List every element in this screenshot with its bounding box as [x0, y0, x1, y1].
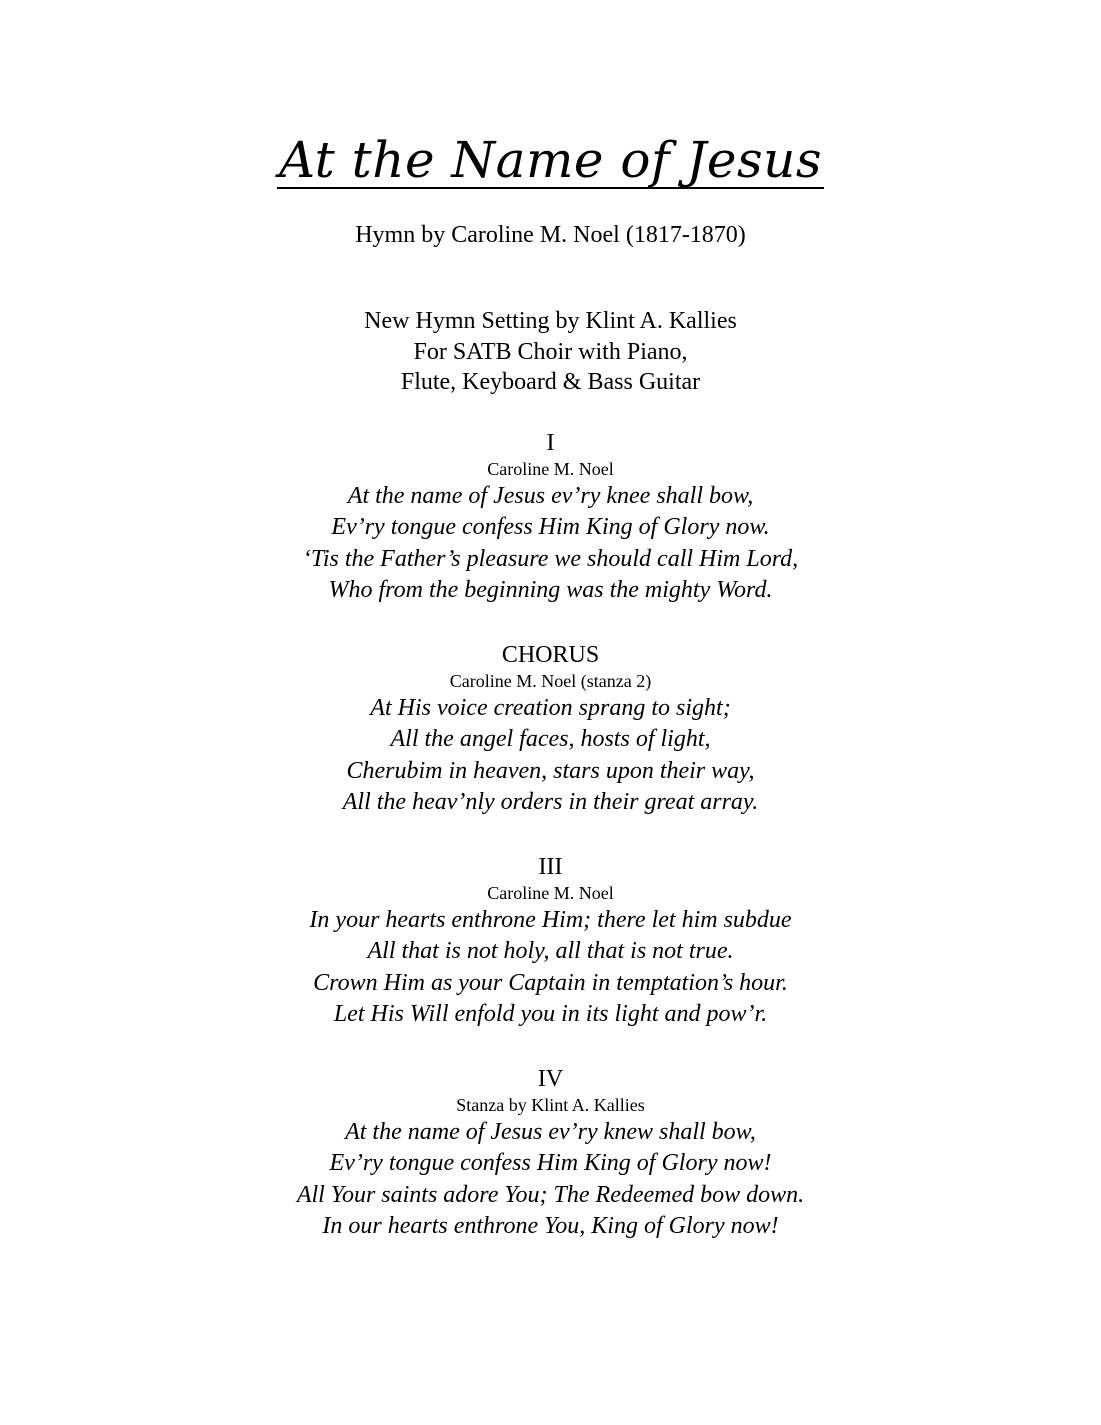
document-title-block — [0, 128, 1101, 192]
stanza-heading: III — [538, 854, 563, 880]
stanza-3 — [0, 853, 1101, 1030]
stanza-heading: I — [546, 430, 555, 456]
stanza-source: Caroline M. Noel (stanza 2) — [449, 671, 652, 691]
lyric-line: At the name of Jesus ev’ry knew shall bow, — [345, 1119, 756, 1145]
lyric-line: Who from the beginning was the mighty Word. — [328, 576, 773, 603]
lyric-line: Let His Will enfold you in its light and pow’r. — [333, 1000, 768, 1027]
lyric-line: Crown Him as your Captain in temptation’s hour. — [313, 969, 788, 996]
stanza-chorus — [0, 641, 1101, 818]
setting-line: New Hymn Setting by Klint A. Kallies — [364, 308, 737, 334]
stanza-heading: CHORUS — [501, 642, 600, 668]
lyric-line: Ev’ry tongue confess Him King of Glory now. — [331, 514, 770, 541]
lyric-line: ‘Tis the Father’s pleasure we should call Him Lord, — [302, 545, 799, 572]
lyric-line: All the angel faces, hosts of light, — [390, 726, 711, 753]
stanza-source: Caroline M. Noel — [487, 883, 614, 903]
hymn-author-subtitle: Hymn by Caroline M. Noel (1817-1870) — [355, 222, 746, 248]
document-title: At the Name of Jesus — [278, 131, 823, 189]
lyric-line: All the heav’nly orders in their great array. — [342, 788, 759, 815]
lyric-line: All Your saints adore You; The Redeemed bow down. — [296, 1181, 805, 1208]
lyric-line: At His voice creation sprang to sight; — [370, 695, 731, 721]
stanza-1 — [0, 429, 1101, 606]
stanza-source: Caroline M. Noel — [487, 459, 614, 479]
setting-line: Flute, Keyboard & Bass Guitar — [400, 369, 701, 395]
stanza-4 — [0, 1065, 1101, 1242]
setting-credits — [0, 306, 1101, 398]
lyric-line: Ev’ry tongue confess Him King of Glory now! — [329, 1150, 772, 1177]
setting-line: For SATB Choir with Piano, — [413, 338, 688, 365]
stanza-heading: IV — [537, 1066, 564, 1092]
lyric-line: In your hearts enthrone Him; there let him subdue — [309, 907, 792, 933]
lyric-line: Cherubim in heaven, stars upon their way, — [346, 757, 755, 784]
lyric-line: At the name of Jesus ev’ry knee shall bow, — [347, 483, 754, 509]
stanza-source: Stanza by Klint A. Kallies — [456, 1095, 645, 1115]
lyric-line: In our hearts enthrone You, King of Glory now! — [322, 1212, 779, 1239]
lyric-line: All that is not holy, all that is not true. — [367, 938, 734, 965]
